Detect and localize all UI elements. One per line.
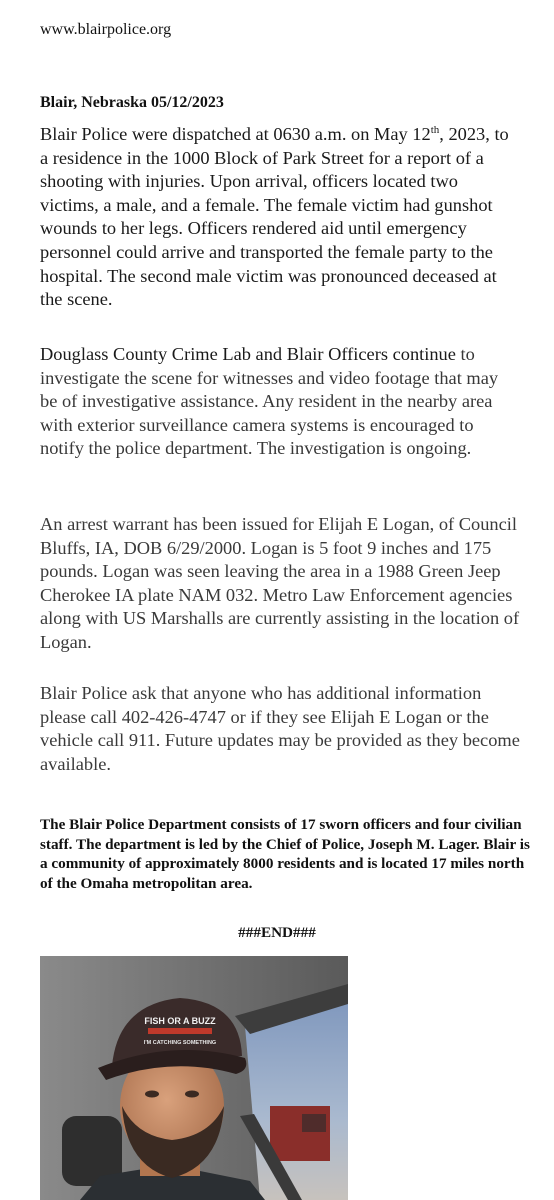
paragraph-incident-part-b: , 2023, to a residence in the 1000 Block of Park Street for a report of a shooting with injuries. Upon arrival, officers located two victims, a male, and a female. The female victim had gunshot wounds to her legs. Officers rendered aid until emergency personnel could arrive and transported the female party to the hospital. The second male victim was pronounced deceased at the scene. <box>40 124 509 310</box>
site-url[interactable]: www.blairpolice.org <box>40 21 172 38</box>
truck-window <box>302 1114 326 1132</box>
paragraph-contact: Blair Police ask that anyone who has additional information please call 402-426-4747 or if they see Elijah E Logan or the vehicle call 911. Future updates may be provided as they become available. <box>40 683 520 774</box>
paragraph-investigation <box>40 343 520 461</box>
paragraph-warrant: An arrest warrant has been issued for Elijah E Logan, of Council Bluffs, IA, DOB 6/29/2000. Logan is 5 foot 9 inches and 175 pounds. Logan was seen leaving the area in a 1988 Green Jeep Cherokee IA plate NAM 032. Metro Law Enforcement agencies along with US Marshalls are currently assisting in the location of Logan. <box>40 514 520 652</box>
ordinal-suffix: th <box>430 123 440 136</box>
dateline: Blair, Nebraska 05/12/2023 <box>40 94 224 111</box>
department-about: The Blair Police Department consists of 17 sworn officers and four civilian staff. The department is led by the Chief of Police, Joseph M. Lager. Blair is a community of approximately 8000 residents and is located 17 miles north of the Omaha metropolitan area. <box>40 816 530 892</box>
cap-text-line2: I'M CATCHING SOMETHING <box>143 1040 217 1046</box>
cap-text-line1: FISH OR A BUZZ <box>144 1016 216 1026</box>
end-mark: ###END### <box>238 924 316 941</box>
eye-right <box>185 1091 199 1098</box>
paragraph-investigation-lead: Douglass County Crime Lab and Blair Officers continue <box>40 344 456 364</box>
paragraph-investigation-rest: to investigate the scene for witnesses and video footage that may be of investigative assistance. Any resident in the nearby area with exterior surveillance camera systems is encouraged to notify the police department. The investigation is ongoing. <box>40 344 499 459</box>
paragraph-incident <box>40 123 520 312</box>
cap-stripe <box>148 1028 212 1034</box>
eye-left <box>145 1091 159 1098</box>
suspect-photo <box>40 956 348 1200</box>
paragraph-incident-part-a: Blair Police were dispatched at 0630 a.m. on May 12 <box>40 124 431 144</box>
